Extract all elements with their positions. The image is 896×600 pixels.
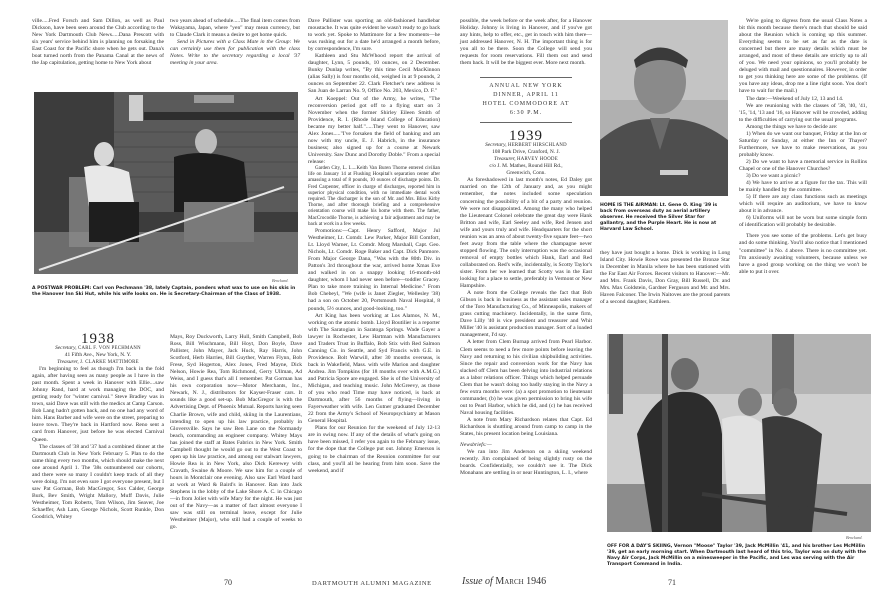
- col4-text: [460, 18, 592, 477]
- photo-caption: OFF FOR A DAY'S SKIING, Vernon "Moose" Taylor '39, Jack McMillin '41, and his brother Les McMillin '39, get an early morning start. When Dartmouth last heard of this trio, Taylor was on duty with the Navy Air Corps, Jack McMillin on a minesweeper in the Pacific, and Les was serving with the Air Transport Command in India.: [607, 544, 867, 567]
- paragraph: A letter from Clem Burnap arrived from Pearl Harbor. Clem seems to need a few more points before leaving the Navy and returning to his civilian shipbuilding activities. Since the repair and conversion work for the Navy has slacked off Clem has been delving into industrial relations as a labor relations officer. Things which helped persuade Clem that he wasn't doing too badly staying in the Navy a few extra months were: (a) a spot promotion to lieutenant commander, (b) he was given permission to bring his wife out to Pearl Harbor, which he did, and (c) he has received Naval housing facilities.: [460, 339, 592, 416]
- paragraph: Promotions:—Capt. Henry Safford, Major Jul Westheimer, Lt. Comdr. Lew Parker, Major Bill Comfort, Lt. Lloyd Warner, Lt. Comdr. Morg Marshall, Capt. Geo. Nichols, Lt. Comdr. Roge Baker and Capt. Dick Panmore. From Major George Dana, "Was with the 80th Div. in Patton's 3rd throughout the war, arrived home Xmas Eve and walked in on a snappy looking 16-month-old daughter, whom I had never seen before—toddler Gracey. Plan to take more training in Internal Medicine." From Bob Chebeyl, "We (wife is Janet Ziegler, Wellesley '38) had a son on October 20, Portsmouth Naval Hospital, 8 pounds, 5½ ounces, and good-looking, too.": [308, 228, 440, 312]
- photo-credit: Brockard.: [272, 278, 289, 283]
- paragraph: We're going to digress from the usual Class Notes a bit this month because there's much that should be said about the Reunion which is coming up this summer. Everything seems to be set as far as the date is concerned but there are many details which must be arranged, and most of these details are strictly up to all of you. We need your opinions, so you'll probably be deluged with mail and questionnaires. However, in order to get you thinking here are some of the problems. (If you have any ideas, drop me a line right soon. You don't have to wait for the mail.): [739, 18, 867, 95]
- paragraph: Kathleen and Stu McWhood report the arrival of daughter, Lynn, 5 pounds, 10 ounces, on 2 December. Bunky Dunlap writes, "By this time Cecil MacKinnon (alias Sally) is four months old, weighed in at 9 pounds, 2 ounces on September 22. Clark Fletcher's new address is San Juan de Larran No. 9, Office No. 203, Mexico, D. F.": [308, 53, 440, 95]
- photo-postwar-problem: [34, 92, 298, 274]
- paragraph: Plans for our Reunion for the weekend of July 12-13 are in swing now. If any of the details of what's going on have been missed, I refer you again to the February issue, for the dope that the College put out. Johnny Emerson is going to be chairman of the Reunion committee for our class, and you'll all be hearing from him soon. Save the weekend, and if: [308, 425, 440, 474]
- paragraph: Art King has been working at Los Alamos, N. M., working on the atomic bomb. Lloyd Boutilier is a reporter with The Saratogian in Saratoga Springs. Wade Gayer a lawyer in Rochester, Lew Hartman with Manufacturers and Traders Trust in Buffalo, Bob Stix with Red Salmon Canning Co. in Seattle, and Syd Francis with G.E. in Providence. Bolt Warwill, after 30 months overseas, is back in Wakefield, Mass. with wife Marion and daughter Andrea. Jim Tompkins (for 18 months over with A.M.G.) and Patricia Spore are engaged. She is of the University of Michigan, and teaching music. John McGreevy, as those of you who read Time may have noticed, is back at Dartmouth, after 56 months of flying—living in Fayerweather with wife. Len Gutner graduated December 22 from the Army's School of Neuropsychiatry at Mason General Hospital.: [308, 312, 440, 425]
- col2-bottom-text: [170, 334, 302, 531]
- photo-skiing-trio: [607, 334, 871, 532]
- secretary-name: HERBERT HIRSCHLAND: [507, 143, 567, 149]
- class-year-heading: 1938: [81, 331, 115, 347]
- paragraph: There you see some of the problems. Let's get busy and do some thinking. You'll also notice that I mentioned "committee" in No. 4 above. There is no committee yet. I'm anxiously awaiting volunteers, because unless we have a good group working on the thing we won't be able to put it over.: [739, 233, 867, 275]
- paragraph: Garden City, L. I.....Keith Van Buren Thorne entered civilian life on January 14 at Flushing Hospital's separation center after amassing a total of 8 pounds, 10 ounces of discharge points. Dr. Fred Carpenter, officer in charge of discharges, reported him in superior physical condition, with no immediate dental work required. The discharger is the son of Mr. and Mrs. Bliss Kirby Thorne, and after thorough briefing and a comprehensive orientation course will make his home with them. The father, MacCrocodile Thorne, is achieving a fair adjustment and may be back at work in a few weeks.: [308, 165, 440, 227]
- col1-bottom-text: [32, 331, 164, 521]
- photo-credit: Brockard.: [846, 535, 863, 540]
- paragraph: Send in Pictures with a Class Mate in the Group: We can certainly use them for publication with the class Notes. Write to the secretary regarding a local '37 meeting in your area.: [170, 39, 300, 67]
- paragraph: Mays, Roy Duckworth, Larry Hull, Smith Campbell, Bob Ross, Bill Wischmann, Bill Hoyt, Don Boyle, Dave Pallister, John Mayer, Jack Huck, Ray Harris, John Scotford, Herb Harries, Bill Guyther, Warren Flynn, Bob Frese, Syd Hogerton, Alex Jones, Fred Mayne, Dick Nelson, Howie Rea, Tom Richmond, Gerry Ullman, Ad Weiss, and I guess that's all I remember. Pat Gorman has his own corporation now—Motor Merchants, Inc., Newark, N. J., distributors for Kayser-Fraser cars. It sounds like a good set-up. Bob MacGregor is with the Advertising Dept. of Phoenix Mutual. Reports having seen Charlie Brown, wife and child, skiing in the Laurentians, intending to open up his law practice, probably in Gloversville. Says he saw Ben Lane on the Normandy beach, commanding an engineer company. Whitey Mays has joined the staff at Bates Fabrics in New York. Smith Campbell thought he would go out to the West Coast to open up his law practice, and among our stalwart lawyers, Howie Rea is in New York, also Dick Kerewey with Cravath, Swaine & Moore. We saw him for a couple of hours in Montclair one evening. Also saw Earl Ward hard at work at Ward & Baird's in Hanover. Ran into Jack Stephens in the lobby of the Lake Shore A. C. in Chicago—in from Joliet with wife Mary for the night. He was just out of the Navy—as a matter of fact almost everyone I saw was still on terminal leave, except for Julie Westheimer (Major), who still had a couple of weeks to go.: [170, 334, 302, 531]
- treasurer-name: HARVEY HOODE: [516, 157, 558, 163]
- treasurer-address: Greenwich, Conn.: [506, 170, 546, 177]
- paragraph: The date:—Weekend of July 12, 13 and 14.: [746, 95, 844, 102]
- paragraph: As foreshadowed in last month's notes, Ed Daley got married on the 12th of January and, as you might remember, the notes included some speculation concerning the possibility of a bit of a party and reunion. We were not disappointed. Among the many who helped the Lieutenant Colonel celebrate the great day were Hank Britton and wife, Earl Seeley and wife, Red Jensen and wife and yours truly and wife. Headquarters for the short reunion was an area of about twenty-five square feet—two feet away from the table where the champagne never stopped flowing. The only interruption was the occasional removal of empty bottles which Hank, Earl and Red collaborated on. Red's wife, incidentally, is Scotty Taylor's sister. From her we learned that Scotty was in the East looking for a place to settle, preferably in Vermont or New Hampshire.: [460, 177, 592, 290]
- class-year-heading: 1939: [509, 128, 543, 145]
- paragraph: A note from the College reveals the fact that Bob Gibson is back in business as the assistant sales manager of the Toro Manufacturing Co., of Minneapolis, makers of grass cutting machinery. Incidentally, in the same firm, Dave Lilly '40 is vice president and treasurer and Whit Miller '40 is assistant production manager. Sort of a loaded management, I'd say.: [460, 290, 592, 339]
- ski-hut-photo-illustration: [34, 92, 298, 274]
- col1-top-text: [32, 18, 164, 67]
- col3-text: [308, 18, 440, 475]
- secretary-address: 108 Park Drive, Cranford, N. J.: [492, 149, 560, 156]
- class-officers: [32, 345, 164, 366]
- class-officers: [460, 142, 592, 177]
- dinner-announcement: [480, 77, 572, 123]
- magazine-footer: DARTMOUTH ALUMNI MAGAZINE: [312, 580, 432, 587]
- paragraph: We are reunioning with the classes of '38, '40, '41, '15, '14, '13 and '16, so Hanover will be crowded, adding to the difficulties of carrying out the usual programs.: [739, 102, 867, 123]
- paragraph: We ran into Jim Anderson on a skiing weekend recently. Jim complained of being slightly rusty on the boards. Confidentially, we couldn't see it. The Dick Monahans are settling in or near Huntington, L. I., where: [460, 449, 592, 477]
- paragraph: 2) Do we want to have a memorial service in Rollins Chapel or one of the Hanover Churches?: [739, 158, 867, 172]
- col5-bottom-text: [600, 250, 730, 306]
- col6-text: [739, 18, 867, 276]
- treasurer-label: Treasurer,: [494, 156, 516, 163]
- paragraph: two years ahead of schedule.....The final item comes from Wakayama, Japan, where "yen" may mean currency, but to Claude Clark it means a desire to get home quick.: [170, 18, 300, 39]
- treasurer-name: J. CLARKE MATTIMORE: [80, 360, 139, 366]
- paragraph: 5) If there are any class functions such as meetings which will require an auditorium, we have to know about it in advance.: [739, 194, 867, 215]
- paragraph: they have just bought a home. Dick is working in Long Island City. Howie Rowe was presented the Bronze Star in December in Manila where he has been stationed with the Far East Air Forces. Recent visitors to Hanover:—Mr. and Mrs. Frank Davis, Don Gray, Bill Russell, Dr. and Mrs. Max Goldstein, Gardner Ferguson and Mr. and Mrs. Haven Falconer. The Irwin Naitoves are the proud parents of a second daughter, Kathleen.: [600, 250, 730, 306]
- paragraph: Art Koeppel: Out of the Army, he writes, "The reconversion period got off to a flying start on 3 November when the former Shirley Eileen Smith of Providence, R. I. (Rhode Island College of Education) became my better half.".....They went to Hanover, saw Alex Jones....."I've forsaken the field of banking and am now with my uncle, E. J. Habrich, in the insurance business; also signed up for a course at Newark University. Saw Dunc and Dorothy Doble." From a special release:: [308, 95, 440, 165]
- treasurer-label: Treasurer,: [57, 359, 79, 366]
- paragraph: I'm beginning to feel as though I'm back in the fold again, after having seen as many people as I have in the past month. Spent a week in Hanover with Ellie....saw Johnny Rand, hard at work managing the DOC, and getting ready for "winter carnival." Steve Bradley was in town, said Dave was still with the medics at Camp Carson. Bob Lang hadn't gotten back, and no one had any word of him. Hans Barber and wife were on the street, preparing to leave town. They're back in Hartford now. Reno sent a card from Hanover, just before he was elected Carnival Queen.: [32, 366, 164, 443]
- photo-airman-portrait: [600, 20, 728, 196]
- dinner-line: HOTEL COMMODORE AT 6:30 P.M.: [482, 101, 570, 117]
- newsbriefs-heading: Newsbriefs:—: [460, 442, 492, 449]
- paragraph: 1) When do we want our banquet, Friday at the Inn or Saturday or Sunday, at either the Inn or Thayer? Furthermore, we have to make reservations, as you probably know.: [739, 130, 867, 158]
- paragraph: Among the things we have to decide are:: [746, 123, 838, 130]
- issue-date: [462, 576, 546, 587]
- issue-month: March 1946: [495, 576, 547, 587]
- paragraph: 6) Uniforms will not be worn but some simple form of identification will probably be desirable.: [739, 215, 867, 229]
- secretary-name: CARL F. VON PECHMANN: [77, 346, 141, 352]
- paragraph: ville.....Fred Forsch and Sam Dillon, as well as Paul Dickson, have been seen around the Club according to the New York Dartmouth Club News.....Dana Prescott with six years' service behind him is planning on forsaking the East Coast for the Pacific shore when he gets out. Dana's boat turned north from the Panama Canal at the news of the Jap capitulation, getting home to New York about: [32, 18, 164, 67]
- paragraph: The classes of '38 and '37 had a combined dinner at the Dartmouth Club in New York February 5. Plan to do the same thing every two months, which should make the next one around April 1. The '38s outnumbered our cohorts, and there were so many I couldn't keep track of all they were doing. I'm not even sure I got everyone present, but I saw Pat Gorman, Bob MacGregor, Sox Calder, George Burk, Bev Smith, Wright Mallory, Muff Davis, Julie Westheimer, Tom Roberts, Tom Wilson, Jim Seaver, Joe Schaeffer, Ash Lam, George Nichols, Scott Runkle, Don Goodrich, Whitey: [32, 443, 164, 521]
- paragraph: possible, the week before or the week after, for a Hanover Holiday. Johnny is living in Hanover, and if you've got any hints, help to offer, etc., get in touch with him there—just addressed Hanover, N. H. The important thing is for you all to be there. Soon the College will send you requests for room reservations. Fill them out and send them back. It will be the biggest ever. More next month.: [460, 18, 592, 67]
- airman-portrait-illustration: [600, 20, 728, 196]
- issue-prefix: Issue of: [462, 576, 493, 587]
- photo-caption: A POSTWAR PROBLEM: Carl von Pechmann '38, lately Captain, ponders what wax to use on his skis in the Hanover Inn Ski Hut, while his wife looks on. He is Secretary-Chairman of the Class of 1938.: [32, 286, 296, 297]
- paragraph: 4) We have to arrive at a figure for the tax. This will be mainly handled by the committee.: [739, 180, 867, 194]
- photo-caption: HOME IS THE AIRMAN: Lt. Gene O. King '39 is back from overseas duty as aerial artillery observer. He received the Silver Star for gallantry, and the Purple Heart. He is now at Harvard Law School.: [600, 203, 718, 232]
- paragraph: Dave Pallister was sporting an old-fashioned handlebar moustache. It was quite evident he wasn't ready to go back to work yet. Spoke to Mattimore for a few moments—he was rushing out for a date he'd arranged a month before, by correspondence, I'm sure.: [308, 18, 440, 53]
- paragraph: 3) Do we want a picnic?: [746, 173, 801, 180]
- skiing-trio-illustration: [607, 334, 871, 532]
- treasurer-address: c/o J. M. Mathes, Round Hill Rd.,: [489, 163, 563, 170]
- dinner-line: ANNUAL NEW YORK DINNER, APRIL 11: [489, 83, 563, 99]
- page-number: 70: [224, 578, 232, 587]
- page-number: 71: [668, 578, 676, 587]
- secretary-address: 41 Fifth Ave., New York, N. Y.: [64, 352, 132, 359]
- paragraph: A note from Mary Richardson relates that Capt. Ed Richardson is shuttling around from camp to camp in the States, his present location being Louisiana.: [460, 416, 592, 438]
- col2-top-text: [170, 18, 300, 67]
- secretary-label: Secretary,: [485, 142, 507, 149]
- secretary-label: Secretary,: [55, 345, 77, 352]
